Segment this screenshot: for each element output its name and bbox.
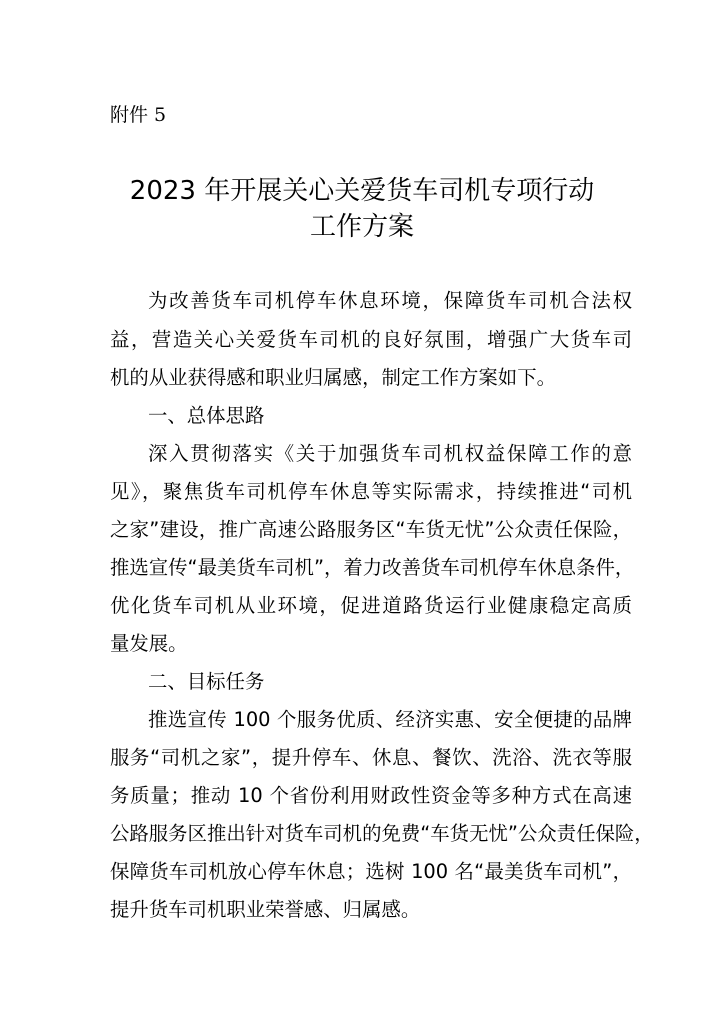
intro-line-1: 为改善货车司机停车休息环境，保障货车司机合法权 — [148, 289, 632, 312]
intro-line-3: 机的从业获得感和职业归属感，制定工作方案如下。 — [110, 366, 556, 389]
section-2-line-6: 提升货车司机职业荣誉感、归属感。 — [110, 898, 421, 921]
section-2-line-5: 保障货车司机放心停车休息；选树 100 名“最美货车司机”， — [110, 860, 632, 883]
section-1-line-4: 推选宣传“最美货车司机”，着力改善货车司机停车休息条件， — [110, 556, 635, 579]
section-2-line-2: 服务“司机之家”，提升停车、休息、餐饮、洗浴、洗衣等服 — [110, 746, 632, 769]
section-2-line-3: 务质量；推动 10 个省份利用财政性资金等多种方式在高速 — [110, 784, 632, 807]
section-1-line-6: 量发展。 — [110, 632, 188, 655]
section-2-heading: 二、目标任务 — [148, 670, 265, 693]
section-1-line-5: 优化货车司机从业环境，促进道路货运行业健康稳定高质 — [110, 594, 632, 617]
attachment-label: 附件 5 — [110, 104, 167, 126]
document-title-line-1: 2023 年开展关心关爱货车司机专项行动 — [129, 176, 595, 206]
section-1-heading: 一、总体思路 — [148, 404, 265, 427]
section-2-line-4: 公路服务区推出针对货车司机的免费“车货无忧”公众责任保险， — [110, 822, 654, 845]
section-1-line-1: 深入贯彻落实《关于加强货车司机权益保障工作的意 — [148, 442, 632, 465]
section-1-line-3: 之家”建设，推广高速公路服务区“车货无忧”公众责任保险， — [110, 518, 632, 541]
intro-line-2: 益，营造关心关爱货车司机的良好氛围，增强广大货车司 — [110, 328, 632, 351]
section-2-line-1: 推选宣传 100 个服务优质、经济实惠、安全便捷的品牌 — [148, 708, 632, 731]
document-title-line-2: 工作方案 — [309, 212, 414, 242]
section-1-line-2: 见》，聚焦货车司机停车休息等实际需求，持续推进“司机 — [110, 480, 632, 503]
